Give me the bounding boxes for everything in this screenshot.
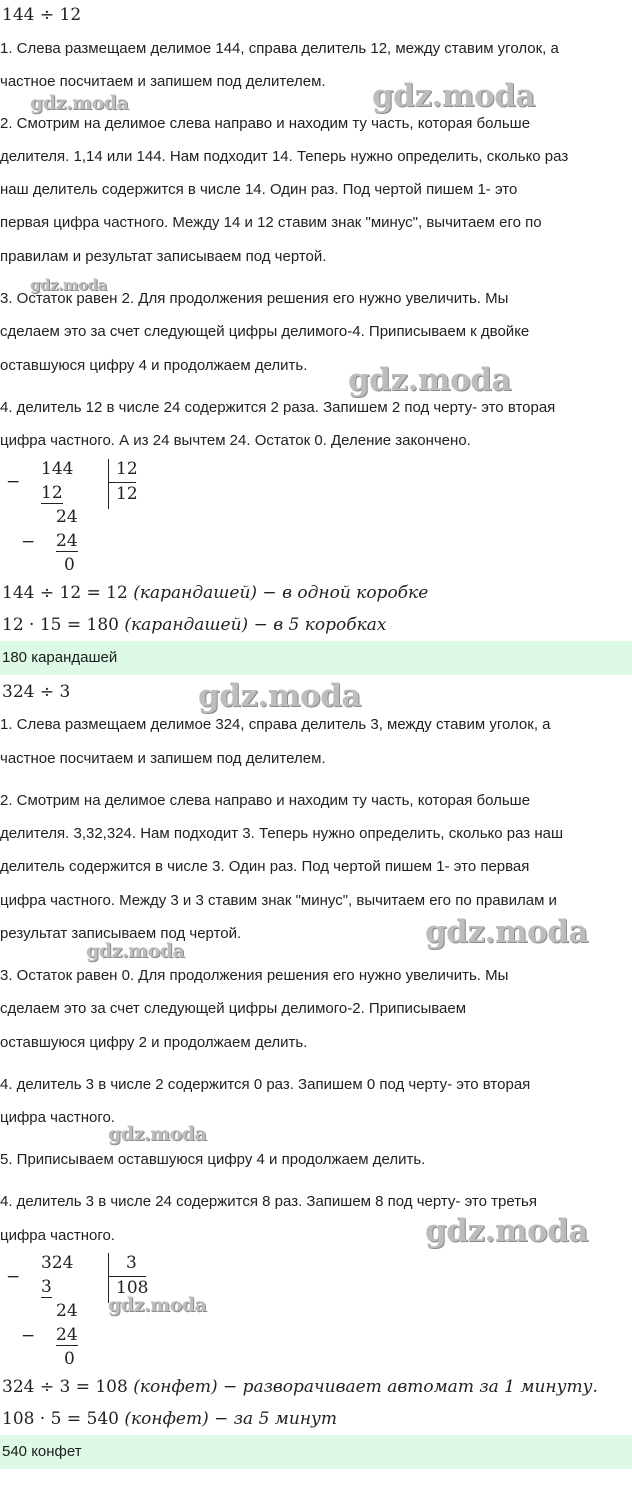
- division-corner-horizontal: [108, 482, 136, 483]
- task2-step-line: сделаем это за счет следующей цифры делимого-2. Приписываем: [0, 1000, 467, 1017]
- divisor: 3: [126, 1253, 137, 1273]
- task1-step-line: первая цифра частного. Между 14 и 12 ставим знак "минус", вычитаем его по: [0, 214, 542, 231]
- task1-equation-1: 144 ÷ 12 = 12 (карандашей) − в одной коробке: [2, 583, 429, 603]
- task2-step-line: 3. Остаток равен 0. Для продолжения решения его нужно увеличить. Мы: [0, 967, 509, 984]
- task1-step-line: цифра частного. А из 24 вычтем 24. Остаток 0. Деление закончено.: [0, 432, 471, 449]
- task2-header: 324 ÷ 3: [2, 682, 71, 702]
- dividend: 324: [41, 1253, 74, 1273]
- watermark: gdz.moda: [425, 1213, 588, 1249]
- task2-step-line: частное посчитаем и запишем под делителем.: [0, 750, 326, 767]
- task2-answer: 540 конфет: [0, 1435, 632, 1469]
- task2-step-line: цифра частного.: [0, 1227, 115, 1244]
- watermark: gdz.moda: [348, 362, 511, 398]
- task1-header: 144 ÷ 12: [2, 5, 82, 25]
- task1-answer: 180 карандашей: [0, 641, 632, 675]
- division-corner-horizontal: [108, 1276, 146, 1277]
- watermark: gdz.moda: [198, 678, 361, 714]
- watermark: gdz.moda: [425, 914, 588, 950]
- dividend: 144: [41, 459, 74, 479]
- task1-step-line: 1. Слева размещаем делимое 144, справа делитель 12, между ставим уголок, а: [0, 40, 559, 57]
- final-remainder: 0: [64, 555, 75, 575]
- task2-step-line: оставшуюся цифру 2 и продолжаем делить.: [0, 1034, 308, 1051]
- divisor: 12: [116, 459, 138, 479]
- subtrahend: 12: [41, 483, 63, 503]
- watermark: gdz.moda: [30, 276, 107, 294]
- remainder: 24: [56, 1301, 78, 1321]
- subtrahend: 24: [56, 531, 78, 551]
- task2-step-line: цифра частного.: [0, 1109, 115, 1126]
- task2-equation-2: 108 · 5 = 540 (конфет) − за 5 минут: [2, 1409, 338, 1429]
- task1-step-line: правилам и результат записываем под чертой.: [0, 248, 327, 265]
- task1-step-line: 3. Остаток равен 2. Для продолжения решения его нужно увеличить. Мы: [0, 290, 509, 307]
- final-remainder: 0: [64, 1349, 75, 1369]
- task2-step-line: делителя. 3,32,324. Нам подходит 3. Теперь нужно определить, сколько раз наш: [0, 825, 564, 842]
- task2-step-line: 4. делитель 3 в числе 24 содержится 8 раз. Запишем 8 под черту- это третья: [0, 1193, 537, 1210]
- task2-step-line: 2. Смотрим на делимое слева направо и находим ту часть, которая больше: [0, 792, 531, 809]
- quotient: 12: [116, 484, 138, 504]
- quotient: 108: [116, 1278, 149, 1298]
- task1-step-line: сделаем это за счет следующей цифры делимого-4. Приписываем к двойке: [0, 323, 530, 340]
- task1-step-line: частное посчитаем и запишем под делителем.: [0, 73, 326, 90]
- subtrahend: 24: [56, 1325, 78, 1345]
- division-corner-vertical: [108, 459, 109, 509]
- watermark: gdz.moda: [372, 78, 535, 114]
- watermark: gdz.moda: [108, 1294, 207, 1316]
- task2-step-line: 1. Слева размещаем делимое 324, справа делитель 3, между ставим уголок, а: [0, 716, 551, 733]
- minus-sign: −: [21, 532, 36, 552]
- task1-step-line: 2. Смотрим на делимое слева направо и находим ту часть, которая больше: [0, 115, 531, 132]
- watermark: gdz.moda: [86, 940, 185, 962]
- task2-step-line: 5. Приписываем оставшуюся цифру 4 и продолжаем делить.: [0, 1151, 426, 1168]
- task2-step-line: цифра частного. Между 3 и 3 ставим знак "минус", вычитаем его по правилам и: [0, 892, 557, 909]
- task2-step-line: делитель содержится в числе 3. Один раз. Под чертой пишем 1- это первая: [0, 858, 530, 875]
- minus-sign: −: [6, 1267, 21, 1287]
- task1-step-line: наш делитель содержится в числе 14. Один раз. Под чертой пишем 1- это: [0, 181, 518, 198]
- subtrahend: 3: [41, 1277, 52, 1297]
- task2-step-line: 4. делитель 3 в числе 2 содержится 0 раз. Запишем 0 под черту- это вторая: [0, 1076, 531, 1093]
- task1-step-line: делителя. 1,14 или 144. Нам подходит 14. Теперь нужно определить, сколько раз: [0, 148, 569, 165]
- watermark: gdz.moda: [30, 92, 129, 114]
- task2-step-line: результат записываем под чертой.: [0, 925, 242, 942]
- task2-equation-1: 324 ÷ 3 = 108 (конфет) − разворачивает автомат за 1 минуту.: [2, 1377, 598, 1397]
- task1-step-line: оставшуюся цифру 4 и продолжаем делить.: [0, 357, 308, 374]
- remainder: 24: [56, 507, 78, 527]
- task1-step-line: 4. делитель 12 в числе 24 содержится 2 раза. Запишем 2 под черту- это вторая: [0, 399, 556, 416]
- task1-equation-2: 12 · 15 = 180 (карандашей) − в 5 коробках: [2, 615, 387, 635]
- watermark: gdz.moda: [108, 1123, 207, 1145]
- minus-sign: −: [6, 472, 21, 492]
- minus-sign: −: [21, 1326, 36, 1346]
